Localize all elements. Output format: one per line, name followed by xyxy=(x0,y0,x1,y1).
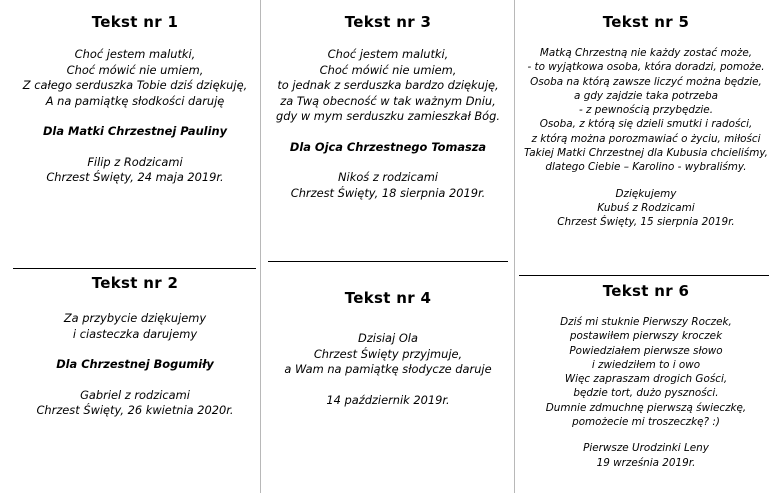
card-tekst-6 xyxy=(515,282,777,470)
card-title: Tekst nr 5 xyxy=(602,13,690,31)
verse-line: będzie tort, dużo pyszności. xyxy=(573,387,719,400)
verse-line: postawiłem pierwszy kroczek xyxy=(569,330,723,343)
card-body xyxy=(10,311,260,419)
card-body xyxy=(515,46,777,230)
card-title: Tekst nr 1 xyxy=(91,13,179,31)
card-title: Tekst nr 3 xyxy=(344,13,432,31)
verse-line: Choć jestem malutki, xyxy=(327,47,449,61)
verse-line: to jednak z serduszka bardzo dziękuję, xyxy=(277,78,499,92)
signature-line: Kubuś z Rodzicami xyxy=(597,201,695,214)
signature-line: Chrzest Święty, 18 sierpnia 2019r. xyxy=(290,185,486,200)
signature-line: Chrzest Święty, 24 maja 2019r. xyxy=(46,170,224,184)
dedication: Dla Chrzestnej Bogumiły xyxy=(56,357,214,371)
signature-line: Chrzest Święty, 15 sierpnia 2019r. xyxy=(557,216,735,229)
cut-line-col3 xyxy=(519,275,769,276)
card-title: Tekst nr 4 xyxy=(344,289,432,307)
card-title: Tekst nr 2 xyxy=(91,274,179,292)
card-title: Tekst nr 6 xyxy=(602,282,690,300)
verse-line: Dzisiaj Ola xyxy=(358,331,418,345)
dedication: Dla Matki Chrzestnej Pauliny xyxy=(42,124,228,138)
cut-line-col2 xyxy=(268,261,508,262)
signature-line: Nikoś z rodzicami xyxy=(338,170,438,184)
card-tekst-2 xyxy=(10,274,260,419)
verse-line: Osoba na którą zawsze liczyć można będzie, xyxy=(530,75,762,88)
verse-line: Matką Chrzestną nie każdy zostać może, xyxy=(539,47,753,59)
verse-line: i ciasteczka darujemy xyxy=(72,326,198,341)
verse-line: Choć mówić nie umiem, xyxy=(66,62,204,77)
verse-line: a Wam na pamiątkę słodycze daruje xyxy=(284,362,492,376)
verse-line: za Twą obecność w tak ważnym Dniu, xyxy=(280,93,496,108)
signature-line: Filip z Rodzicami xyxy=(87,154,183,169)
verse-line: Więc zapraszam drogich Gości, xyxy=(564,373,728,386)
card-body xyxy=(10,47,260,186)
verse-line: - to wyjątkowa osoba, która doradzi, pomoże. xyxy=(527,61,765,74)
card-tekst-5 xyxy=(515,13,777,230)
verse-line: a gdy zajdzie taka potrzeba xyxy=(574,89,718,102)
verse-line: dlatego Ciebie – Karolino - wybraliśmy. xyxy=(545,161,747,174)
date-line: 14 październik 2019r. xyxy=(326,392,450,407)
signature-line: Dziękujemy xyxy=(615,187,677,200)
verse-line: - z pewnością przybędzie. xyxy=(578,104,713,117)
verse-line: A na pamiątkę słodkości daruję xyxy=(45,93,225,108)
card-body xyxy=(262,331,514,408)
cut-line-col1 xyxy=(13,268,256,269)
card-body xyxy=(515,315,777,470)
verse-line: Takiej Matki Chrzestnej dla Kubusia chcieliśmy, xyxy=(523,147,768,160)
signature-line: Pierwsze Urodzinki Leny xyxy=(583,442,709,455)
verse-line: Dumnie zdmuchnę pierwszą świeczkę, xyxy=(545,401,747,414)
dedication: Dla Ojca Chrzestnego Tomasza xyxy=(289,139,487,154)
verse-line: Choć mówić nie umiem, xyxy=(319,62,457,77)
verse-line: i zwiedziłem to i owo xyxy=(591,358,701,371)
verse-line: Powiedziałem pierwsze słowo xyxy=(569,344,723,357)
verse-line: pomożecie mi troszeczkę? :) xyxy=(572,416,720,429)
verse-line: gdy w mym serduszku zamieszkał Bóg. xyxy=(276,109,500,123)
signature-line: 19 września 2019r. xyxy=(596,456,696,469)
card-tekst-3 xyxy=(262,13,514,201)
verse-line: Osoba, z którą się dzieli smutki i radości, xyxy=(539,118,753,131)
verse-line: Chrzest Święty przyjmuje, xyxy=(313,346,463,361)
verse-line: Dziś mi stuknie Pierwszy Roczek, xyxy=(560,316,732,328)
signature-line: Chrzest Święty, 26 kwietnia 2020r. xyxy=(36,403,234,417)
verse-line: Za przybycie dziękujemy xyxy=(63,311,207,325)
verse-line: Z całego serduszka Tobie dziś dziękuję, xyxy=(22,78,248,92)
card-tekst-1 xyxy=(10,13,260,186)
column-divider-left xyxy=(260,0,261,493)
card-body xyxy=(262,47,514,201)
signature-line: Gabriel z rodzicami xyxy=(80,387,190,402)
card-tekst-4 xyxy=(262,289,514,408)
verse-line: z którą można porozmawiać o życiu, miłości xyxy=(531,132,761,145)
verse-line: Choć jestem malutki, xyxy=(74,47,196,61)
